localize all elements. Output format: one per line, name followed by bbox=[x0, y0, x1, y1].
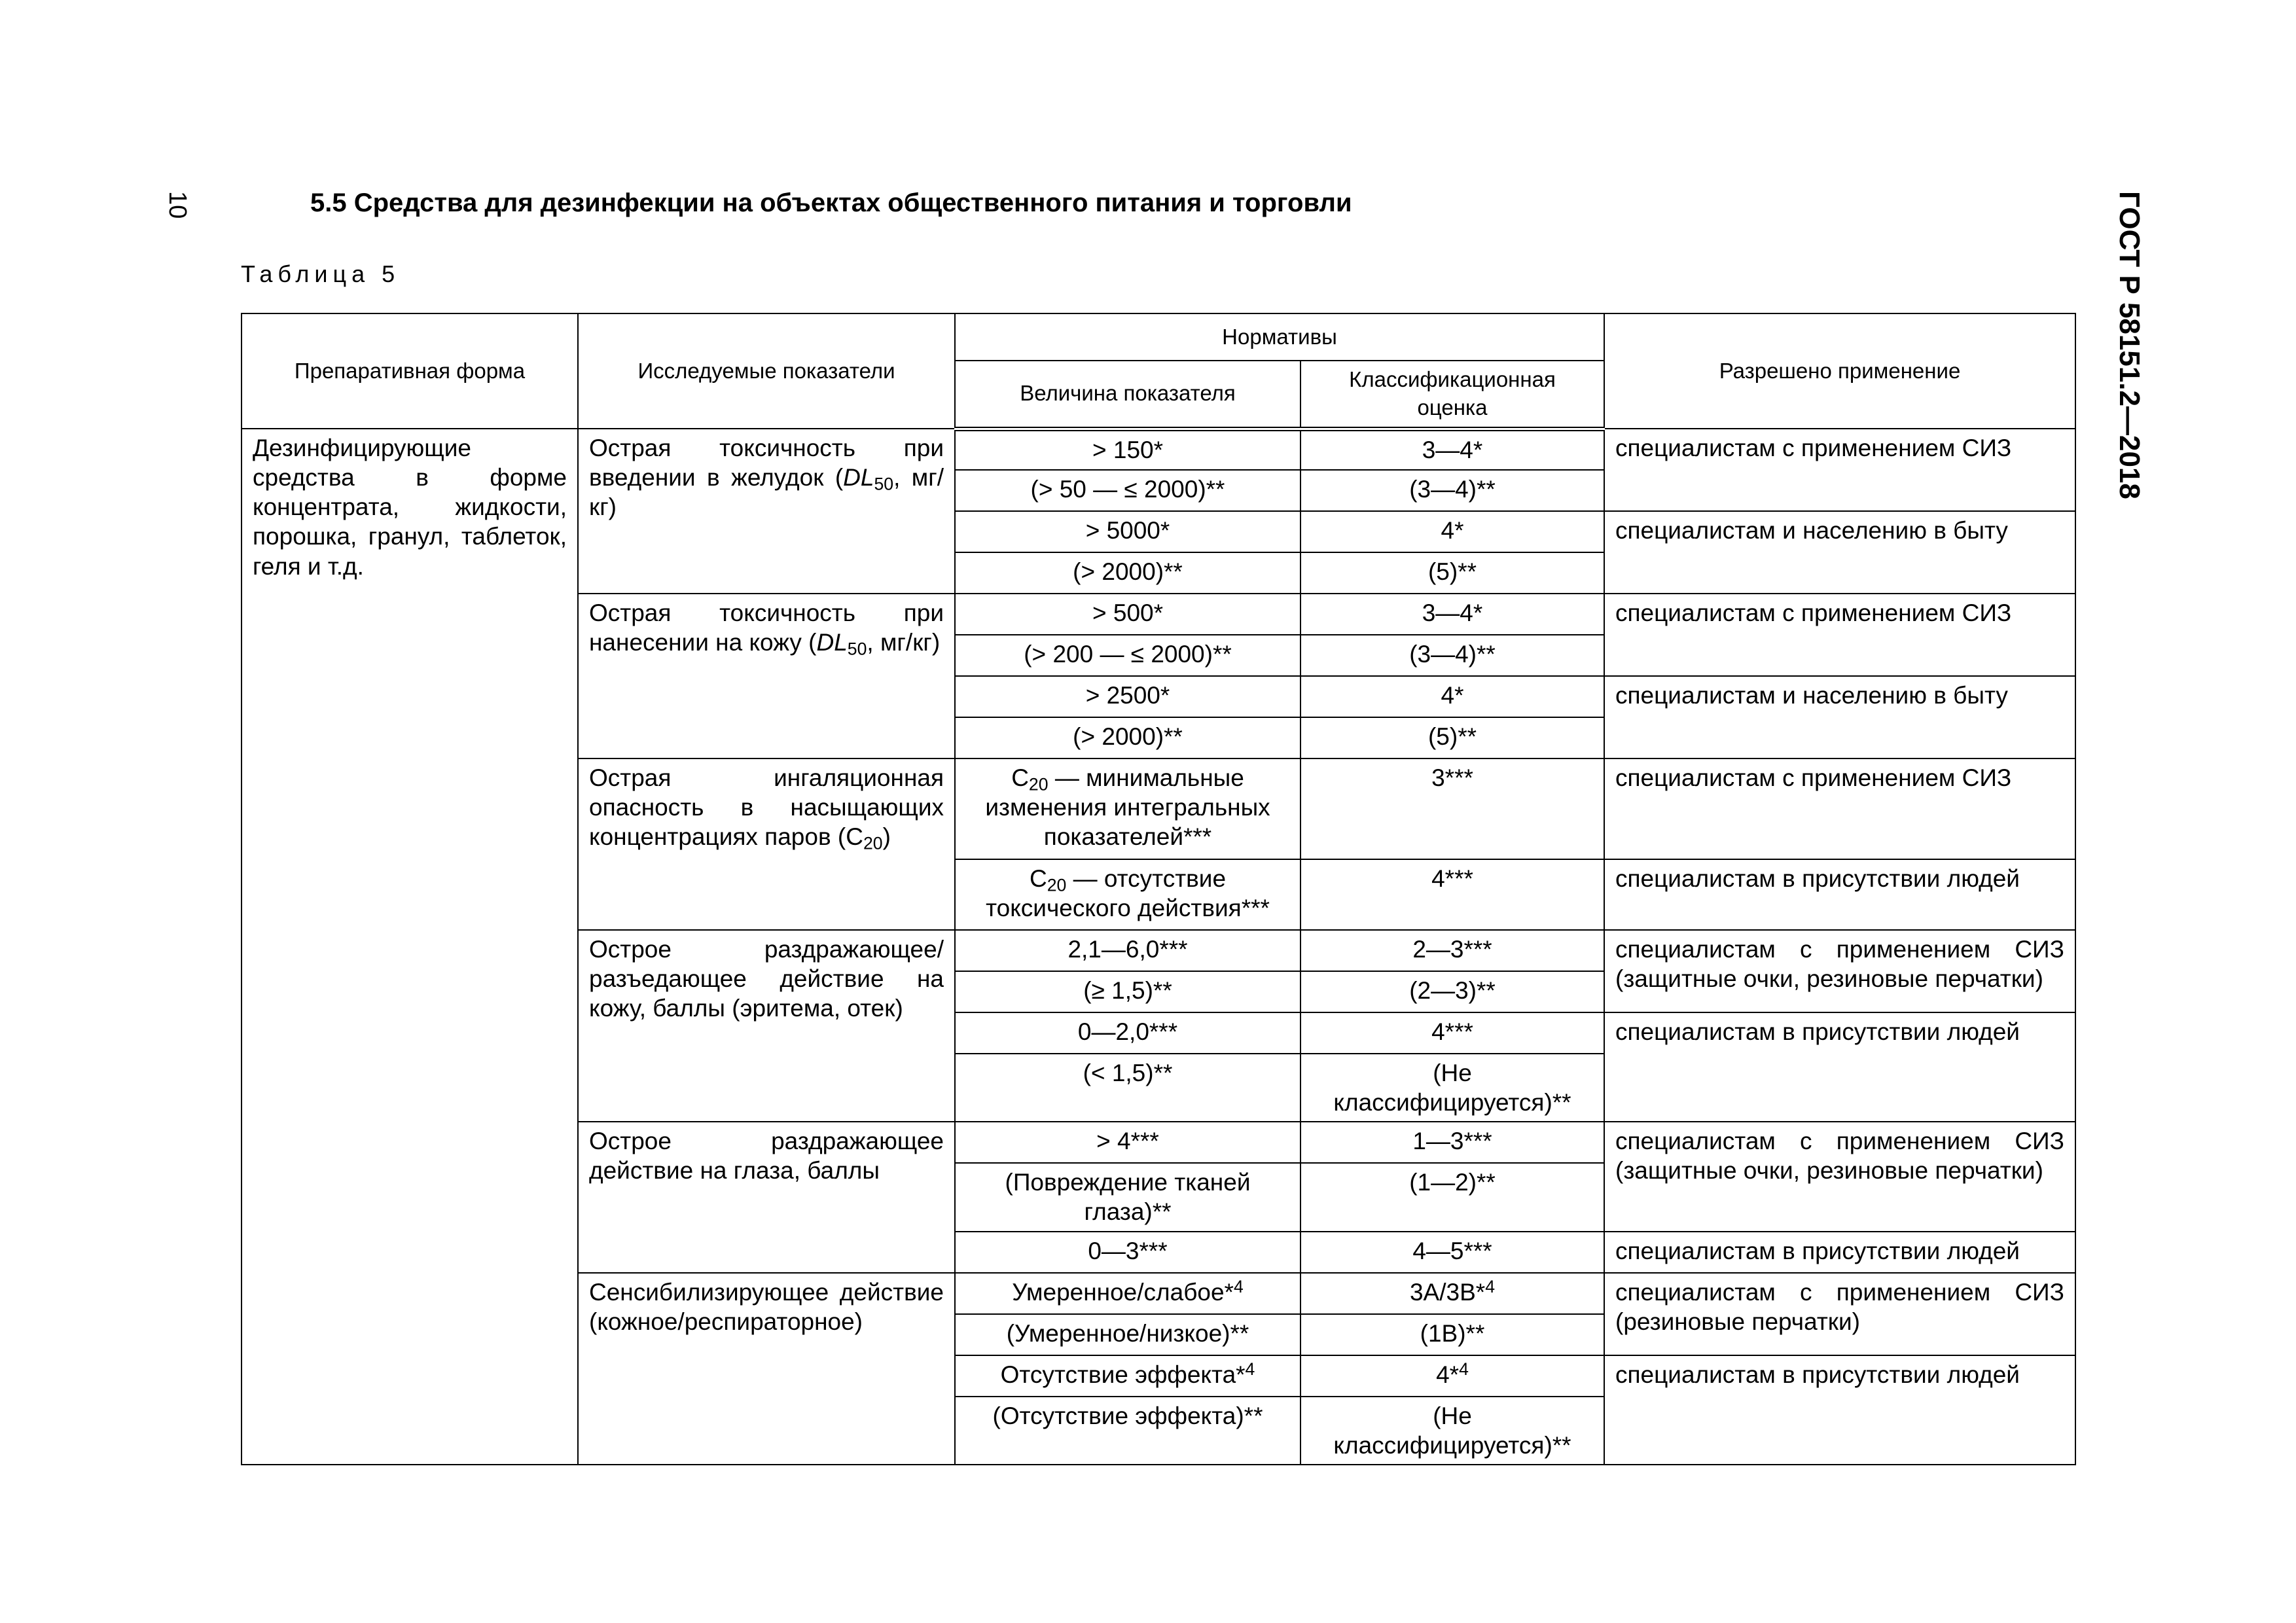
value-cell: (Повреждение тканей глаза)** bbox=[955, 1163, 1300, 1231]
allowed-cell: специалистам с применением СИЗ (защитные очки, резиновые перчатки) bbox=[1604, 930, 2075, 1012]
classification-cell: 2—3*** bbox=[1300, 930, 1604, 971]
classification-cell: 4* bbox=[1300, 511, 1604, 552]
classification-cell: (5)** bbox=[1300, 552, 1604, 594]
value-cell: 0—2,0*** bbox=[955, 1012, 1300, 1054]
classification-cell: 1—3*** bbox=[1300, 1122, 1604, 1163]
allowed-cell: специалистам в присутствии людей bbox=[1604, 1355, 2075, 1465]
classification-cell: 3—4* bbox=[1300, 429, 1604, 470]
indicator-cell: Острое раздражающее/ разъедающее действие на кожу, баллы (эритема, отек) bbox=[578, 930, 955, 1122]
classification-cell: 3—4* bbox=[1300, 594, 1604, 635]
indicator-cell: Сенсибилизирующее действие (кожное/респираторное) bbox=[578, 1273, 955, 1465]
norms-table bbox=[241, 313, 2076, 1465]
value-cell: > 500* bbox=[955, 594, 1300, 635]
value-cell: $C_{20}$ — отсутствие токсического действия*** bbox=[955, 859, 1300, 930]
indicator-cell: Острая токсичность при нанесении на кожу ($DL_{50}$, мг/кг) bbox=[578, 594, 955, 758]
header-normatives: Нормативы bbox=[955, 313, 1604, 361]
allowed-cell: специалистам с применением СИЗ bbox=[1604, 758, 2075, 859]
value-cell: Отсутствие эффекта*$^4$ bbox=[955, 1355, 1300, 1397]
classification-cell: (5)** bbox=[1300, 717, 1604, 758]
allowed-cell: специалистам с применением СИЗ bbox=[1604, 429, 2075, 511]
allowed-cell: специалистам с применением СИЗ (защитные очки, резиновые перчатки) bbox=[1604, 1122, 2075, 1231]
indicator-cell: Острая ингаляционная опасность в насыщающих концентрациях паров $(C_{20})$ bbox=[578, 758, 955, 930]
value-cell: (≥ 1,5)** bbox=[955, 971, 1300, 1012]
table-row bbox=[242, 429, 2075, 470]
value-cell: (> 2000)** bbox=[955, 552, 1300, 594]
value-cell: $C_{20}$ — минимальные изменения интегральных показателей*** bbox=[955, 758, 1300, 859]
allowed-cell: специалистам и населению в быту bbox=[1604, 511, 2075, 594]
classification-cell: (1—2)** bbox=[1300, 1163, 1604, 1231]
value-cell: > 5000* bbox=[955, 511, 1300, 552]
value-cell: (> 200 — ≤ 2000)** bbox=[955, 635, 1300, 676]
form-cell: Дезинфицирующие средства в форме концентрата, жидкости, порошка, гранул, таблеток, геля и т.д. bbox=[242, 429, 578, 1465]
classification-cell: (3—4)** bbox=[1300, 635, 1604, 676]
page-number: 10 bbox=[164, 191, 191, 219]
allowed-cell: специалистам с применением СИЗ (резиновые перчатки) bbox=[1604, 1273, 2075, 1355]
allowed-cell: специалистам в присутствии людей bbox=[1604, 1012, 2075, 1122]
value-cell: (> 50 — ≤ 2000)** bbox=[955, 470, 1300, 511]
value-cell: 0—3*** bbox=[955, 1232, 1300, 1273]
value-cell: > 150* bbox=[955, 429, 1300, 470]
value-cell: (> 2000)** bbox=[955, 717, 1300, 758]
allowed-cell: специалистам с применением СИЗ bbox=[1604, 594, 2075, 676]
classification-cell: 4* bbox=[1300, 676, 1604, 717]
header-indicators: Исследуемые показатели bbox=[578, 313, 955, 429]
header-value: Величина показателя bbox=[955, 361, 1300, 429]
classification-cell: 3A/3B*$^4$ bbox=[1300, 1273, 1604, 1314]
value-cell: > 2500* bbox=[955, 676, 1300, 717]
section-title: 5.5 Средства для дезинфекции на объектах общественного питания и торговли bbox=[310, 188, 1352, 217]
value-cell: > 4*** bbox=[955, 1122, 1300, 1163]
header-allowed: Разрешено применение bbox=[1604, 313, 2075, 429]
allowed-cell: специалистам и населению в быту bbox=[1604, 676, 2075, 758]
value-cell: Умеренное/слабое*$^4$ bbox=[955, 1273, 1300, 1314]
header-form: Препаративная форма bbox=[242, 313, 578, 429]
classification-cell: (Не классифицируется)** bbox=[1300, 1397, 1604, 1465]
classification-cell: (2—3)** bbox=[1300, 971, 1604, 1012]
classification-cell: (3—4)** bbox=[1300, 470, 1604, 511]
value-cell: (< 1,5)** bbox=[955, 1054, 1300, 1122]
indicator-cell: Острое раздражающее действие на глаза, баллы bbox=[578, 1122, 955, 1272]
allowed-cell: специалистам в присутствии людей bbox=[1604, 859, 2075, 930]
value-cell: (Умеренное/низкое)** bbox=[955, 1314, 1300, 1355]
classification-cell: 4*$^4$ bbox=[1300, 1355, 1604, 1397]
indicator-cell: Острая токсичность при введении в желудок ($DL_{50}$, мг/кг) bbox=[578, 429, 955, 594]
allowed-cell: специалистам в присутствии людей bbox=[1604, 1232, 2075, 1273]
table-label: Таблица 5 bbox=[241, 260, 401, 287]
classification-cell: 4*** bbox=[1300, 1012, 1604, 1054]
standard-code: ГОСТ Р 58151.2—2018 bbox=[2113, 191, 2145, 499]
header-classification: Классификационная оценка bbox=[1300, 361, 1604, 429]
value-cell: (Отсутствие эффекта)** bbox=[955, 1397, 1300, 1465]
classification-cell: 4—5*** bbox=[1300, 1232, 1604, 1273]
classification-cell: (Не классифицируется)** bbox=[1300, 1054, 1604, 1122]
classification-cell: (1B)** bbox=[1300, 1314, 1604, 1355]
classification-cell: 4*** bbox=[1300, 859, 1604, 930]
classification-cell: 3*** bbox=[1300, 758, 1604, 859]
value-cell: 2,1—6,0*** bbox=[955, 930, 1300, 971]
